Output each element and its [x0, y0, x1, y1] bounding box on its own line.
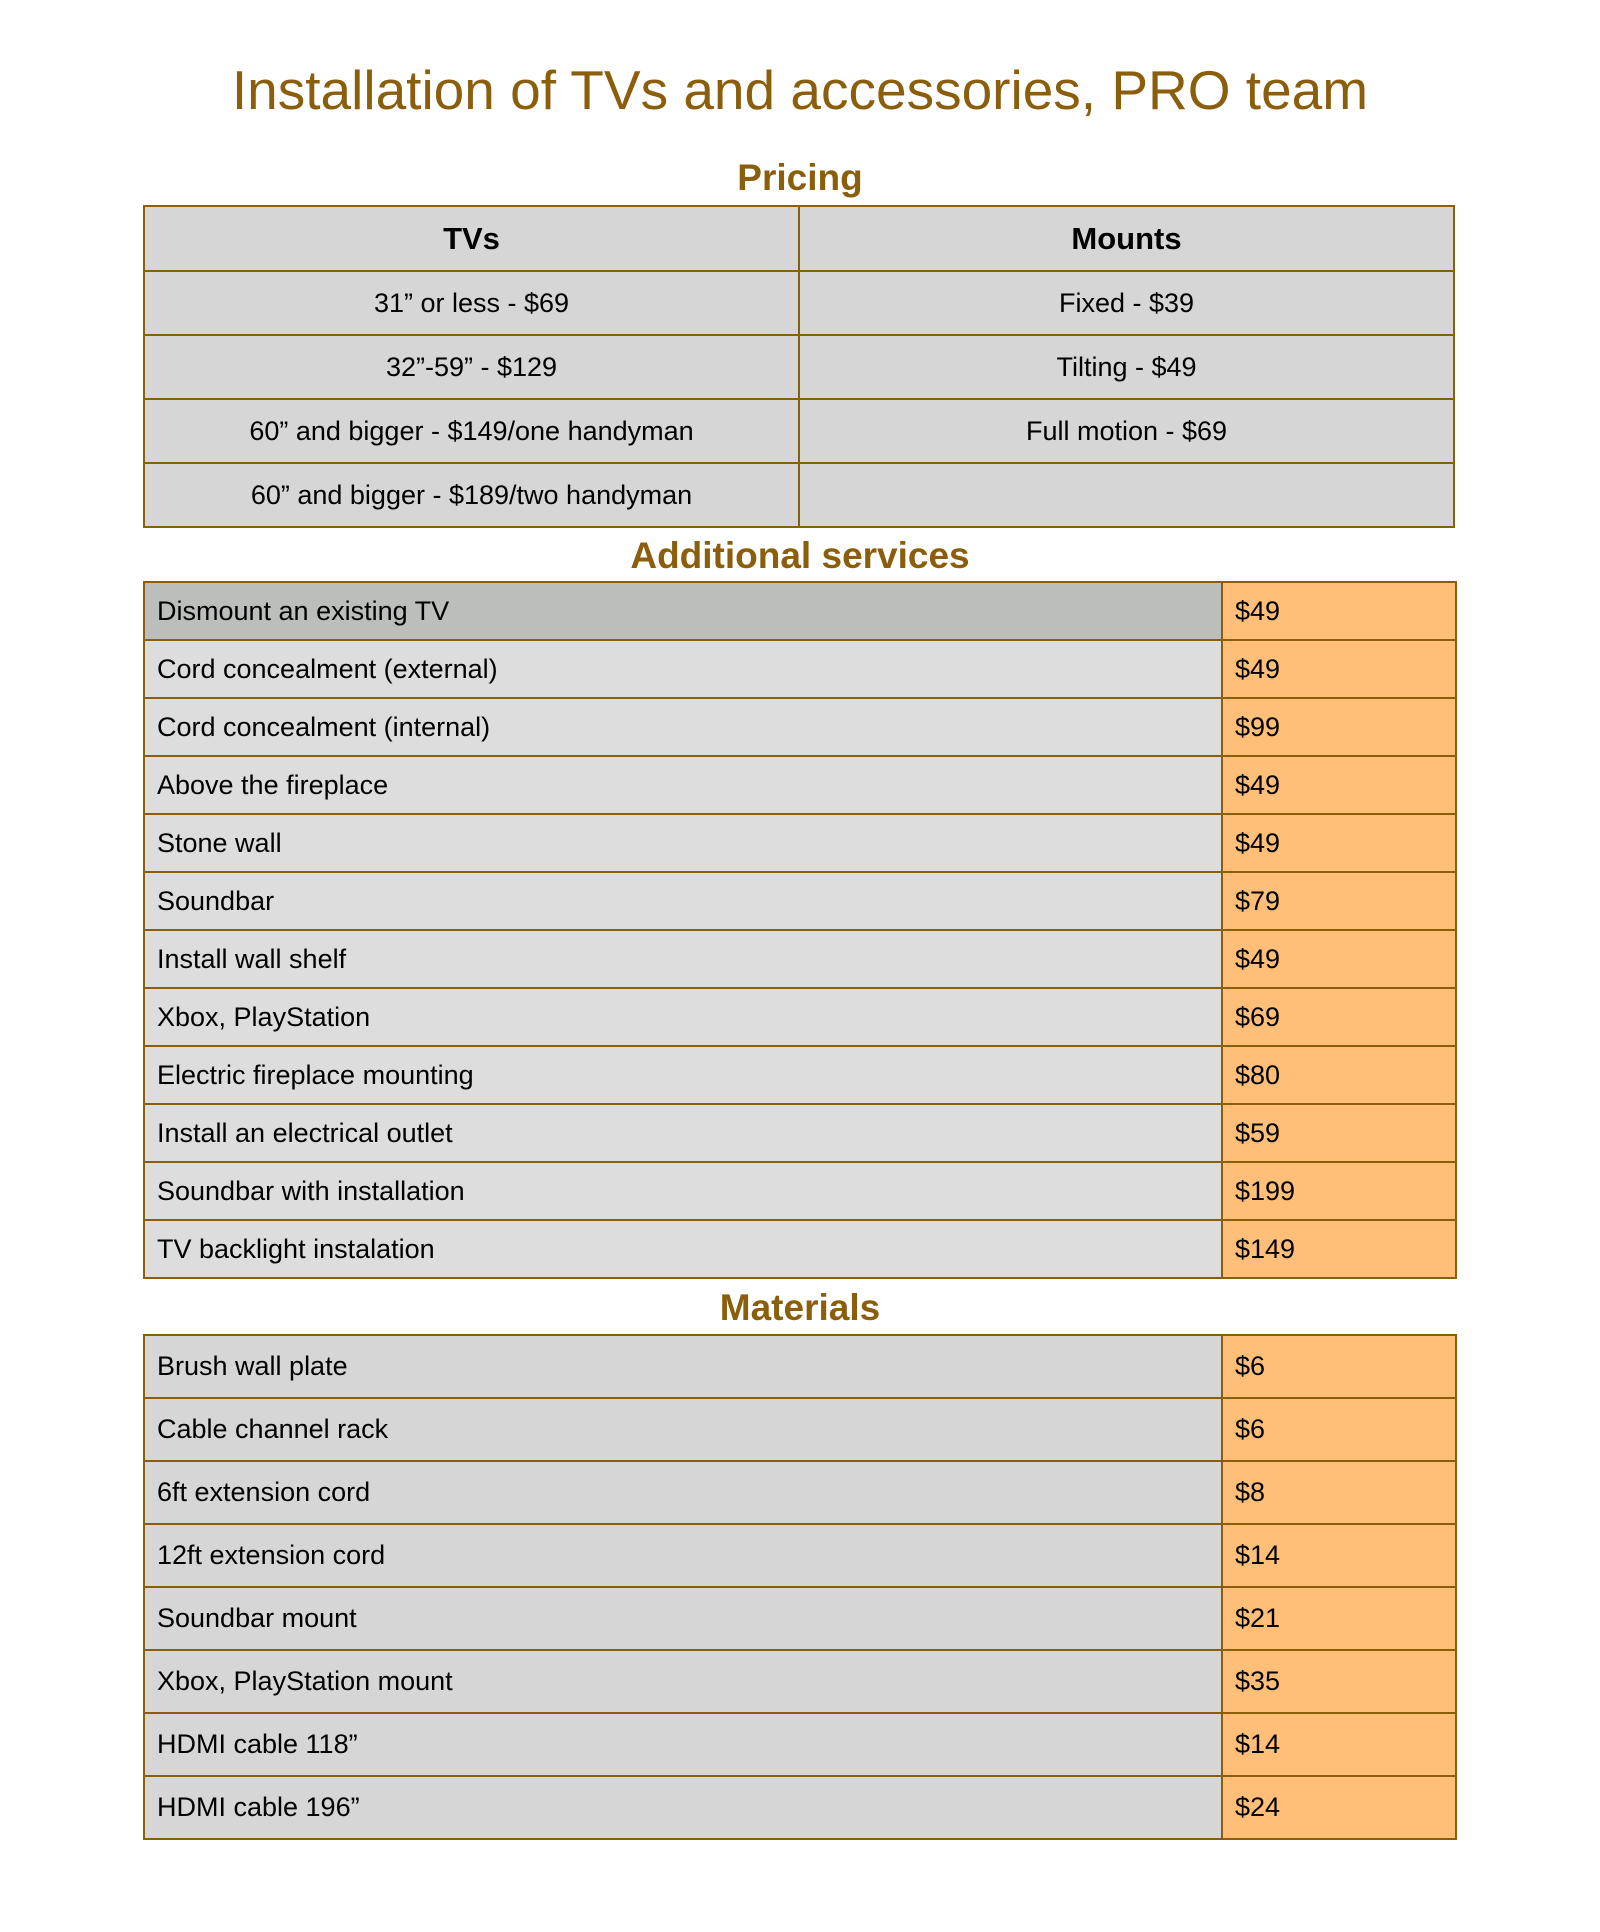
material-price: $14	[1222, 1524, 1456, 1587]
service-name: Soundbar	[144, 872, 1222, 930]
service-price: $99	[1222, 698, 1456, 756]
material-name: HDMI cable 196”	[144, 1776, 1222, 1839]
material-price: $6	[1222, 1398, 1456, 1461]
tv-price-cell: 60” and bigger - $189/two handyman	[144, 463, 799, 527]
service-name: Cord concealment (internal)	[144, 698, 1222, 756]
service-row	[144, 698, 1456, 756]
material-row	[144, 1398, 1456, 1461]
service-name: TV backlight instalation	[144, 1220, 1222, 1278]
service-row	[144, 1220, 1456, 1278]
material-row	[144, 1335, 1456, 1398]
service-row	[144, 930, 1456, 988]
service-name: Dismount an existing TV	[144, 582, 1222, 640]
tvs-column-header: TVs	[144, 206, 799, 271]
material-row	[144, 1587, 1456, 1650]
material-name: 6ft extension cord	[144, 1461, 1222, 1524]
page-title: Installation of TVs and accessories, PRO team	[231, 59, 1369, 121]
material-name: Xbox, PlayStation mount	[144, 1650, 1222, 1713]
service-price: $80	[1222, 1046, 1456, 1104]
additional-services-heading: Additional services	[630, 535, 970, 576]
mounts-column-header: Mounts	[799, 206, 1454, 271]
material-name: Brush wall plate	[144, 1335, 1222, 1398]
service-price: $59	[1222, 1104, 1456, 1162]
material-row	[144, 1461, 1456, 1524]
service-price: $49	[1222, 756, 1456, 814]
additional-services-table	[143, 581, 1457, 1279]
material-name: Soundbar mount	[144, 1587, 1222, 1650]
materials-table	[143, 1334, 1457, 1840]
service-row	[144, 640, 1456, 698]
material-price: $35	[1222, 1650, 1456, 1713]
service-name: Electric fireplace mounting	[144, 1046, 1222, 1104]
service-name: Install an electrical outlet	[144, 1104, 1222, 1162]
service-row	[144, 814, 1456, 872]
tv-price-cell: 32”-59” - $129	[144, 335, 799, 399]
mount-price-cell: Fixed - $39	[799, 271, 1454, 335]
material-row	[144, 1650, 1456, 1713]
pricing-table	[143, 205, 1455, 528]
material-price: $8	[1222, 1461, 1456, 1524]
mount-price-cell	[799, 463, 1454, 527]
mount-price-cell: Tilting - $49	[799, 335, 1454, 399]
service-price: $49	[1222, 930, 1456, 988]
material-price: $21	[1222, 1587, 1456, 1650]
service-name: Cord concealment (external)	[144, 640, 1222, 698]
material-name: Cable channel rack	[144, 1398, 1222, 1461]
service-price: $49	[1222, 582, 1456, 640]
pricing-row	[144, 463, 1454, 527]
material-name: 12ft extension cord	[144, 1524, 1222, 1587]
service-price: $49	[1222, 814, 1456, 872]
service-price: $79	[1222, 872, 1456, 930]
pricing-row	[144, 399, 1454, 463]
service-name: Above the fireplace	[144, 756, 1222, 814]
mount-price-cell: Full motion - $69	[799, 399, 1454, 463]
service-row	[144, 1162, 1456, 1220]
service-row	[144, 872, 1456, 930]
service-price: $199	[1222, 1162, 1456, 1220]
service-name: Install wall shelf	[144, 930, 1222, 988]
service-row	[144, 756, 1456, 814]
service-row	[144, 988, 1456, 1046]
materials-heading: Materials	[719, 1287, 881, 1328]
material-row	[144, 1713, 1456, 1776]
pricing-row	[144, 271, 1454, 335]
tv-price-cell: 31” or less - $69	[144, 271, 799, 335]
service-price: $49	[1222, 640, 1456, 698]
material-row	[144, 1776, 1456, 1839]
pricing-row	[144, 335, 1454, 399]
service-row	[144, 582, 1456, 640]
service-name: Xbox, PlayStation	[144, 988, 1222, 1046]
material-price: $6	[1222, 1335, 1456, 1398]
tv-price-cell: 60” and bigger - $149/one handyman	[144, 399, 799, 463]
material-price: $14	[1222, 1713, 1456, 1776]
service-name: Soundbar with installation	[144, 1162, 1222, 1220]
pricing-heading: Pricing	[737, 157, 863, 198]
material-price: $24	[1222, 1776, 1456, 1839]
service-price: $149	[1222, 1220, 1456, 1278]
service-name: Stone wall	[144, 814, 1222, 872]
service-row	[144, 1104, 1456, 1162]
pricing-header-row	[144, 206, 1454, 271]
service-price: $69	[1222, 988, 1456, 1046]
material-row	[144, 1524, 1456, 1587]
service-row	[144, 1046, 1456, 1104]
material-name: HDMI cable 118”	[144, 1713, 1222, 1776]
